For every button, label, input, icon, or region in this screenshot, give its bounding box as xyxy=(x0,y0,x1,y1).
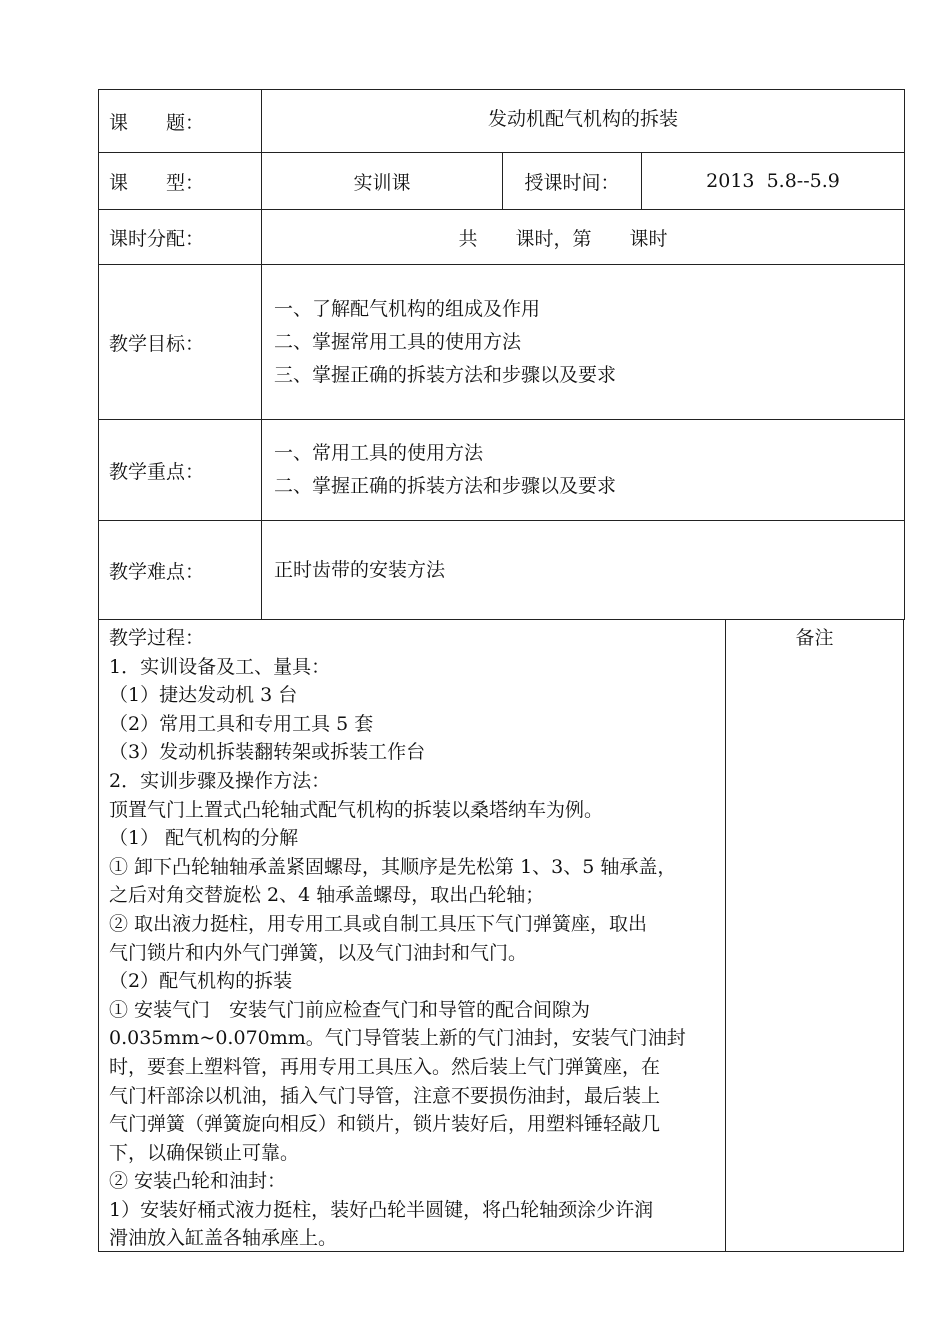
process-line: （2）常用工具和专用工具 5 套 xyxy=(109,712,374,735)
process-section xyxy=(98,620,904,1252)
goals-label: 教学目标： xyxy=(99,265,262,420)
row-focus xyxy=(99,420,905,521)
difficulty-label: 教学难点： xyxy=(99,521,262,620)
focus-list xyxy=(262,420,905,521)
time-label: 授课时间： xyxy=(503,153,642,210)
row-type xyxy=(99,153,905,210)
lesson-info-table xyxy=(98,89,905,620)
process-line: 顶置气门上置式凸轮轴式配气机构的拆装以桑塔纳车为例。 xyxy=(109,798,604,821)
process-line: （1）捷达发动机 3 台 xyxy=(109,684,298,707)
process-line: 下，以确保锁止可靠。 xyxy=(109,1141,300,1164)
process-line: （1） 配气机构的分解 xyxy=(109,827,299,850)
lesson-plan-page xyxy=(98,89,904,1252)
type-label: 课 型： xyxy=(99,153,262,210)
process-line: 气门锁片和内外气门弹簧，以及气门油封和气门。 xyxy=(109,941,528,964)
process-line: 时，要套上塑料管，再用专用工具压入。然后装上气门弹簧座，在 xyxy=(109,1055,661,1078)
process-line: ② 安装凸轮和油封： xyxy=(109,1170,287,1193)
focus-label: 教学重点： xyxy=(99,420,262,521)
topic-value: 发动机配气机构的拆装 xyxy=(262,90,905,153)
process-line: 2．实训步骤及操作方法： xyxy=(109,769,331,792)
process-line: ① 卸下凸轮轴轴承盖紧固螺母，其顺序是先松第 1、3、5 轴承盖， xyxy=(109,855,677,878)
process-content xyxy=(99,620,726,1251)
focus-item: 二、掌握正确的拆装方法和步骤以及要求 xyxy=(274,475,617,497)
hours-label: 课时分配： xyxy=(99,210,262,265)
process-line: ① 安装气门 安装气门前应检查气门和导管的配合间隙为 xyxy=(109,998,591,1021)
process-line: 滑油放入缸盖各轴承座上。 xyxy=(109,1227,338,1250)
topic-label: 课 题： xyxy=(99,90,262,153)
process-line: （3）发动机拆装翻转架或拆装工作台 xyxy=(109,741,426,764)
process-line: 1）安装好桶式液力挺柱，装好凸轮半圆键，将凸轮轴颈涂少许润 xyxy=(109,1198,654,1221)
notes-column xyxy=(726,620,903,1251)
row-topic xyxy=(99,90,905,153)
process-line: 之后对角交替旋松 2、4 轴承盖螺母，取出凸轮轴； xyxy=(109,884,545,907)
process-line: 0.035mm~0.070mm。气门导管装上新的气门油封，安装气门油封 xyxy=(109,1027,686,1050)
process-label: 教学过程： xyxy=(109,627,205,649)
row-goals xyxy=(99,265,905,420)
process-line: （2）配气机构的拆装 xyxy=(109,970,293,993)
difficulty-value: 正时齿带的安装方法 xyxy=(262,521,905,620)
time-value: 2013 5.8--5.9 xyxy=(642,153,905,210)
notes-label: 备注 xyxy=(795,627,834,649)
hours-value: 共 课时，第 课时 xyxy=(262,210,905,265)
row-hours xyxy=(99,210,905,265)
process-line: 气门杆部涂以机油，插入气门导管，注意不要损伤油封，最后装上 xyxy=(109,1084,661,1107)
process-line: 气门弹簧（弹簧旋向相反）和锁片，锁片装好后，用塑料锤轻敲几 xyxy=(109,1113,661,1136)
goal-item: 一、了解配气机构的组成及作用 xyxy=(274,297,541,320)
focus-item: 一、常用工具的使用方法 xyxy=(274,442,484,464)
goal-item: 三、掌握正确的拆装方法和步骤以及要求 xyxy=(274,363,617,386)
process-line: 1．实训设备及工、量具： xyxy=(109,655,331,678)
process-line: ② 取出液力挺柱，用专用工具或自制工具压下气门弹簧座，取出 xyxy=(109,912,648,935)
goal-item: 二、掌握常用工具的使用方法 xyxy=(274,330,522,353)
row-difficulty xyxy=(99,521,905,620)
goals-list xyxy=(262,265,905,420)
type-value: 实训课 xyxy=(262,153,503,210)
